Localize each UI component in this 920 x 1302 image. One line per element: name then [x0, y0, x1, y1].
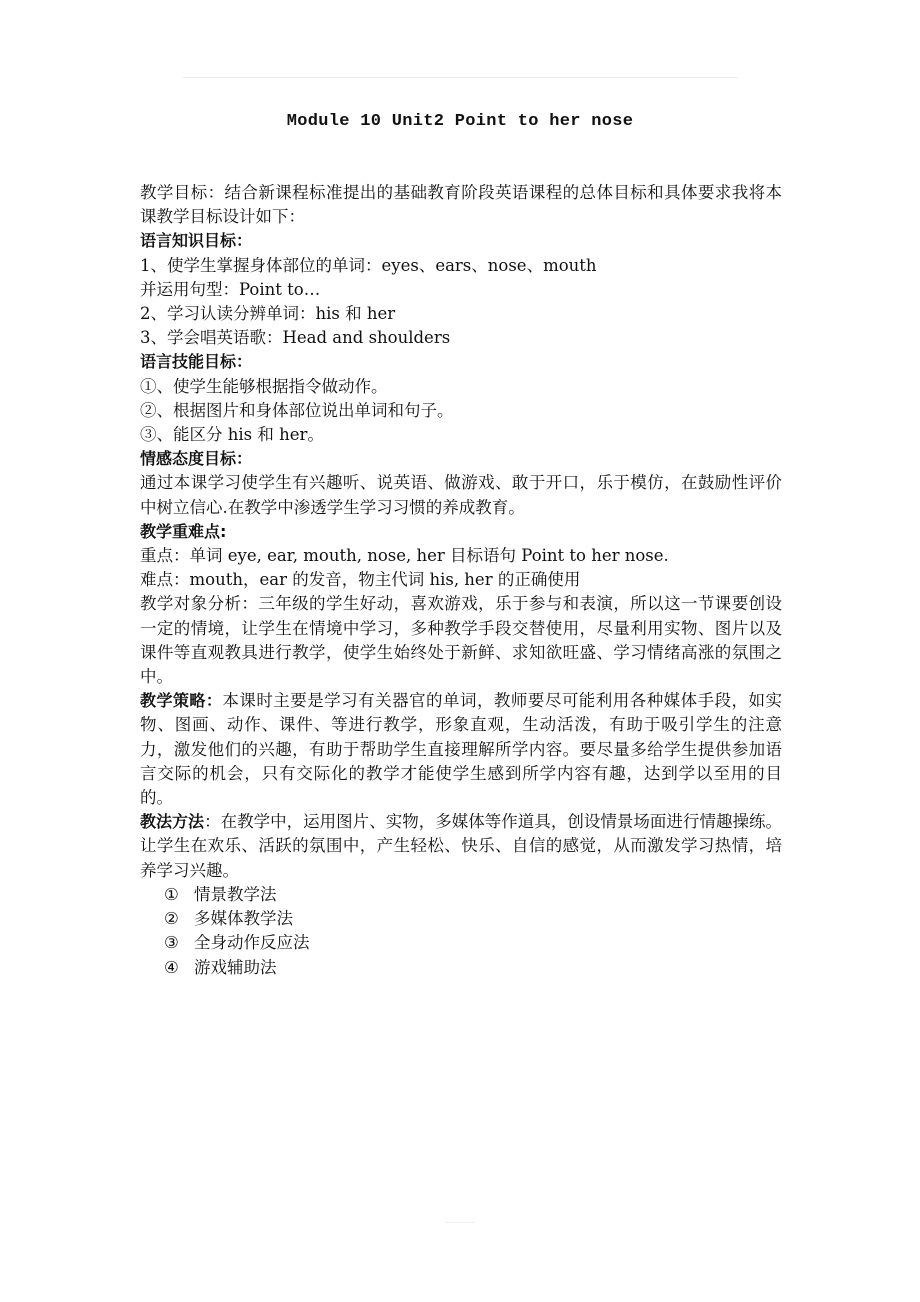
list-item	[164, 931, 782, 955]
knowledge-heading: 语言知识目标：	[140, 231, 253, 251]
strategy-text: 本课时主要是学习有关器官的单词，教师要尽可能利用各种媒体手段，如实物、图画、动作、课件、等进行教学，形象直观，生动活泼，有助于吸引学生的注意力，激发他们的兴趣，有助于帮助学生直接理解所学内容。要尽量多给学生提供参加语言交际的机会，只有交际化的教学才能使学生感到所学内容有趣，达到学以至用的目的。	[140, 691, 782, 808]
header-rule	[183, 77, 738, 78]
list-item	[164, 907, 782, 931]
list-item-label: 全身动作反应法	[194, 933, 310, 953]
skills-item-1: ①、使学生能够根据指令做动作。	[140, 376, 388, 396]
key-points-difficult: 难点：mouth，ear 的发音，物主代词 his, her 的正确使用	[140, 570, 581, 590]
list-item	[164, 883, 782, 907]
strategy-heading: 教学策略：	[140, 691, 223, 711]
document-body	[140, 181, 782, 980]
document-title: Module 10 Unit2 Point to her nose	[286, 112, 634, 131]
skills-item-3: ③、能区分 his 和 her。	[140, 425, 324, 445]
skills-item-2: ②、根据图片和身体部位说出单词和句子。	[140, 400, 454, 420]
list-item-number: ④	[164, 957, 179, 977]
list-item	[164, 956, 782, 980]
key-points-heading: 教学重难点:	[140, 521, 227, 541]
list-item-number: ③	[164, 933, 179, 953]
students-analysis: 教学对象分析：三年级的学生好动，喜欢游戏，乐于参与和表演，所以这一节课要创设一定的情境，让学生在情境中学习，多种教学手段交替使用，尽量利用实物、图片以及课件等直观教具进行教学，使学生始终处于新鲜、求知欲旺盛、学习情绪高涨的氛围之中。	[140, 594, 782, 687]
knowledge-item-3: 2、学习认读分辨单词：his 和 her	[140, 304, 396, 324]
footer-rule	[445, 1222, 475, 1223]
methods-heading: 教法方法	[140, 812, 205, 832]
knowledge-item-4: 3、学会唱英语歌：Head and shoulders	[140, 328, 451, 348]
knowledge-item-2: 并运用句型：Point to…	[140, 279, 321, 299]
list-item-label: 情景教学法	[194, 884, 277, 904]
list-item-number: ①	[164, 884, 179, 904]
attitude-text: 通过本课学习使学生有兴趣听、说英语、做游戏、敢于开口，乐于模仿，在鼓励性评价中树立信心.在教学中渗透学生学习习惯的养成教育。	[140, 473, 782, 517]
list-item-label: 多媒体教学法	[194, 909, 293, 929]
list-item-number: ②	[164, 909, 179, 929]
strategy-paragraph	[140, 689, 782, 810]
methods-paragraph	[140, 810, 782, 883]
methods-text: ：在教学中，运用图片、实物，多媒体等作道具，创设情景场面进行情趣操练。让学生在欢乐、活跃的氛围中，产生轻松、快乐、自信的感觉，从而激发学习热情，培养学习兴趣。	[140, 812, 782, 880]
skills-heading: 语言技能目标：	[140, 352, 253, 372]
key-points-key: 重点：单词 eye, ear, mouth, nose, her 目标语句 Point to her nose.	[140, 546, 669, 566]
objectives-intro: 教学目标：结合新课程标准提出的基础教育阶段英语课程的总体目标和具体要求我将本课教学目标设计如下：	[140, 183, 782, 227]
attitude-heading: 情感态度目标：	[140, 449, 253, 469]
knowledge-item-1: 1、使学生掌握身体部位的单词：eyes、ears、nose、mouth	[140, 255, 597, 275]
methods-list	[164, 883, 782, 980]
list-item-label: 游戏辅助法	[194, 957, 277, 977]
